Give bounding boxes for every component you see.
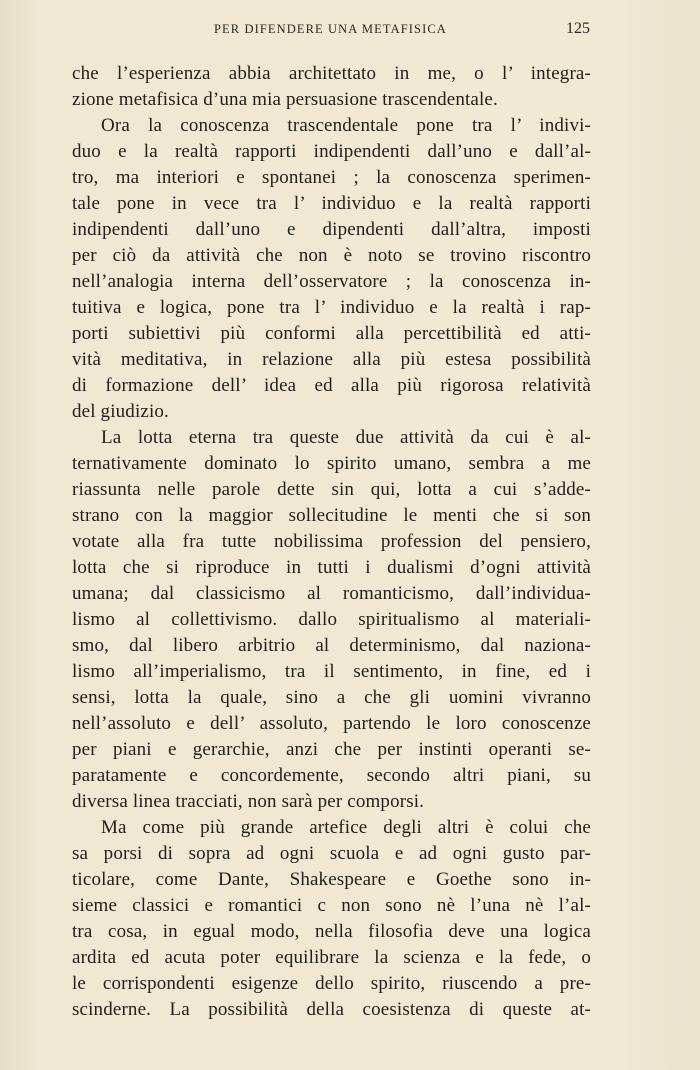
- text-line: vità meditativa, in relazione alla più estesa possibilità: [72, 349, 591, 370]
- text-line: che l’esperienza abbia architettato in me, o l’ integra-: [72, 63, 591, 84]
- text-line: umana; dal classicismo al romanticismo, dall’individua-: [72, 583, 591, 604]
- running-head: [0, 22, 700, 42]
- running-title: PER DIFENDERE UNA METAFISICA: [214, 22, 447, 36]
- text-line: per piani e gerarchie, anzi che per instinti operanti se-: [72, 739, 591, 760]
- text-line: diversa linea tracciati, non sarà per comporsi.: [72, 791, 425, 812]
- text-line: votate alla fra tutte nobilissima profession del pensiero,: [72, 531, 591, 552]
- text-line: lotta che si riproduce in tutti i dualismi d’ogni attività: [72, 557, 591, 578]
- text-line: le corrispondenti esigenze dello spirito, riuscendo a pre-: [72, 973, 591, 994]
- text-line: lismo al collettivismo. dallo spiritualismo al materiali-: [72, 609, 591, 630]
- text-line: tra cosa, in egual modo, nella filosofia deve una logica: [72, 921, 591, 942]
- text-line: Ma come più grande artefice degli altri è colui che: [101, 817, 591, 838]
- text-line: sieme classici e romantici c non sono nè l’una nè l’al-: [72, 895, 591, 916]
- text-line: ardita ed acuta poter equilibrare la scienza e la fede, o: [72, 947, 591, 968]
- text-line: sensi, lotta la quale, sino a che gli uomini vivranno: [72, 687, 591, 708]
- text-line: La lotta eterna tra queste due attività da cui è al-: [101, 427, 591, 448]
- text-line: zione metafisica d’una mia persuasione trascendentale.: [72, 89, 498, 110]
- text-line: scinderne. La possibilità della coesistenza di queste at-: [72, 999, 591, 1020]
- text-line: del giudizio.: [72, 401, 169, 422]
- text-line: smo, dal libero arbitrio al determinismo, dal naziona-: [72, 635, 591, 656]
- text-line: lismo all’imperialismo, tra il sentimento, in fine, ed i: [72, 661, 591, 682]
- body-text: [72, 61, 591, 1023]
- text-line: riassunta nelle parole dette sin qui, lotta a cui s’adde-: [72, 479, 591, 500]
- page-number: 125: [566, 20, 590, 37]
- text-line: tale pone in vece tra l’ individuo e la realtà rapporti: [72, 193, 591, 214]
- text-line: tro, ma interiori e spontanei ; la conoscenza sperimen-: [72, 167, 591, 188]
- text-line: nell’analogia interna dell’osservatore ; la conoscenza in-: [72, 271, 591, 292]
- text-line: strano con la maggior sollecitudine le menti che si son: [72, 505, 591, 526]
- text-line: Ora la conoscenza trascendentale pone tra l’ indivi-: [101, 115, 591, 136]
- text-line: ticolare, come Dante, Shakespeare e Goethe sono in-: [72, 869, 591, 890]
- text-line: duo e la realtà rapporti indipendenti dall’uno e dall’al-: [72, 141, 591, 162]
- text-line: paratamente e concordemente, secondo altri piani, su: [72, 765, 591, 786]
- text-line: porti subiettivi più conformi alla percettibilità ed atti-: [72, 323, 591, 344]
- text-line: indipendenti dall’uno e dipendenti dall’altra, imposti: [72, 219, 591, 240]
- text-line: tuitiva e logica, pone tra l’ individuo e la realtà i rap-: [72, 297, 591, 318]
- text-line: ternativamente dominato lo spirito umano, sembra a me: [72, 453, 591, 474]
- text-line: sa porsi di sopra ad ogni scuola e ad ogni gusto par-: [72, 843, 591, 864]
- text-line: nell’assoluto e dell’ assoluto, partendo le loro conoscenze: [72, 713, 591, 734]
- text-line: di formazione dell’ idea ed alla più rigorosa relatività: [72, 375, 591, 396]
- text-line: per ciò da attività che non è noto se trovino riscontro: [72, 245, 591, 266]
